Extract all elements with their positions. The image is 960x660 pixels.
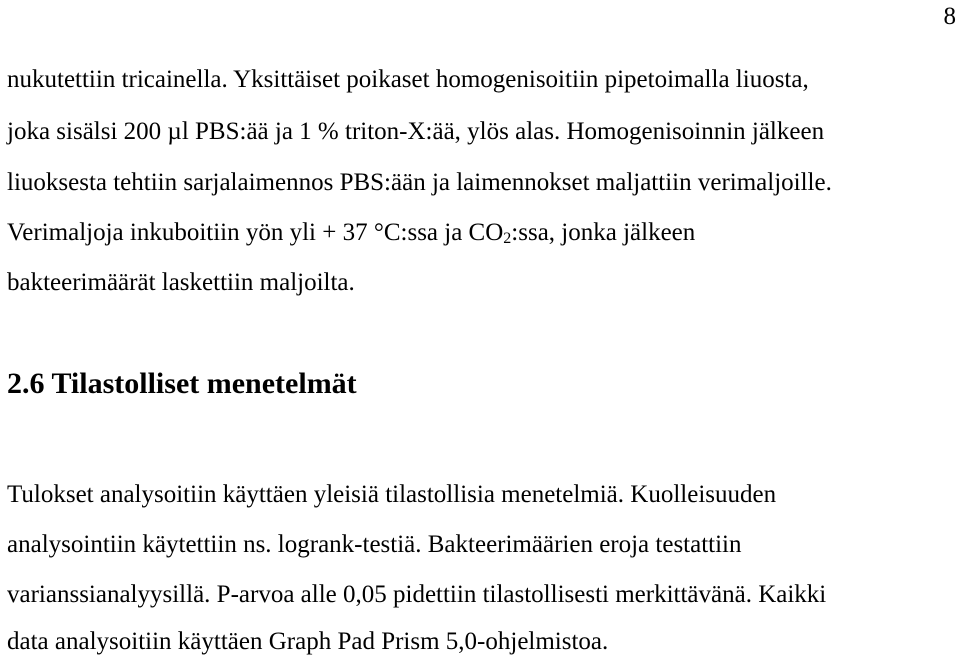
body-text-line: bakteerimäärät laskettiin maljoilta.: [7, 269, 355, 296]
body-text-line: joka sisälsi 200 µl PBS:ää ja 1 % triton-X:ää, ylös alas. Homogenisoinnin jälkeen: [7, 118, 825, 145]
text-before-subscript: Verimaljoja inkuboitiin yön yli + 37 °C:ssa ja CO: [7, 219, 504, 246]
section-text-line: varianssianalyysillä. P-arvoa alle 0,05 pidettiin tilastollisesti merkittävänä. Kaikki: [7, 581, 827, 608]
section-text-line: analysointiin käytettiin ns. logrank-testiä. Bakteerimäärien eroja testattiin: [7, 531, 742, 558]
body-text-line-with-subscript: [7, 218, 695, 248]
section-heading: 2.6 Tilastolliset menetelmät: [7, 367, 357, 400]
subscript: 2: [503, 230, 512, 247]
text-after-subscript: :ssa, jonka jälkeen: [511, 219, 696, 246]
page-number: 8: [943, 3, 956, 30]
section-text-line: Tulokset analysoitiin käyttäen yleisiä tilastollisia menetelmiä. Kuolleisuuden: [7, 481, 777, 508]
section-text-line: data analysoitiin käyttäen Graph Pad Prism 5,0-ohjelmistoa.: [7, 628, 609, 655]
body-text-line: liuoksesta tehtiin sarjalaimennos PBS:ään ja laimennokset maljattiin verimaljoille.: [7, 169, 832, 196]
body-text-line: nukutettiin tricainella. Yksittäiset poikaset homogenisoitiin pipetoimalla liuosta,: [7, 66, 809, 93]
